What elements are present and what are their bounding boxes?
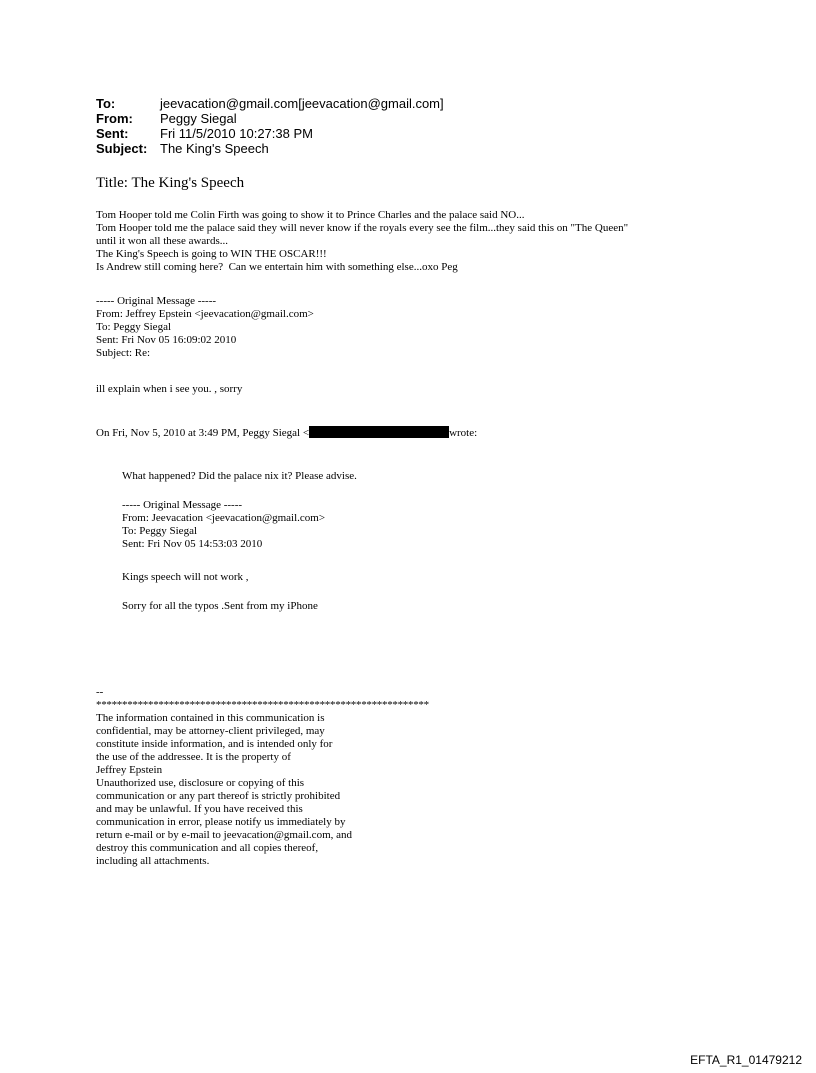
original-sent: Sent: Fri Nov 05 16:09:02 2010 [96,334,237,346]
disclaimer-line: communication or any part thereof is strictly prohibited [96,790,341,802]
quoted-original-message [122,499,325,551]
document-id-footer: EFTA_R1_01479212 [690,1053,802,1067]
quoted-question: What happened? Did the palace nix it? Please advise. [122,470,357,482]
body-line: Tom Hooper told me the palace said they will never know if the royals every see the film...they said this on "The Queen" [96,222,629,234]
original-message-1 [96,295,314,360]
subject-label: Subject: [96,141,148,156]
quoted-signature: Sorry for all the typos .Sent from my iPhone [122,600,318,612]
disclaimer-line: Jeffrey Epstein [96,764,163,776]
disclaimer-line: and may be unlawful. If you have received this [96,803,303,815]
quoted-body: Kings speech will not work , [122,571,249,583]
original-divider: ----- Original Message ----- [96,295,217,307]
quoted-divider: ----- Original Message ----- [122,499,243,511]
wrote-suffix: wrote: [449,427,478,439]
disclaimer-line: Unauthorized use, disclosure or copying of this [96,777,305,789]
disclaimer-line: return e-mail or by e-mail to jeevacation@gmail.com, and [96,829,353,841]
from-label: From: [96,111,133,126]
disclaimer-line: the use of the addressee. It is the property of [96,751,291,763]
original-body: ill explain when i see you. , sorry [96,383,243,395]
wrote-prefix: On Fri, Nov 5, 2010 at 3:49 PM, Peggy Siegal < [96,427,310,439]
body-line: The King's Speech is going to WIN THE OSCAR!!! [96,248,327,260]
document-title: Title: The King's Speech [96,175,245,191]
disclaimer [96,686,429,868]
header-to-row [96,96,444,111]
disclaimer-dashes: -- [96,686,104,698]
disclaimer-line: communication in error, please notify us immediately by [96,816,346,828]
header-subject-row [96,141,444,156]
original-to: To: Peggy Siegal [96,321,172,333]
body-line: until it won all these awards... [96,235,228,247]
message-body [96,209,628,274]
disclaimer-line: including all attachments. [96,855,210,867]
body-line: Is Andrew still coming here? Can we entertain him with something else...oxo Peg [96,261,458,273]
disclaimer-line: constitute inside information, and is intended only for [96,738,333,750]
header-sent-row [96,126,444,141]
quoted-to: To: Peggy Siegal [122,525,198,537]
body-line: Tom Hooper told me Colin Firth was going to show it to Prince Charles and the palace said NO... [96,209,525,221]
quoted-sent: Sent: Fri Nov 05 14:53:03 2010 [122,538,263,550]
from-value: Peggy Siegal [160,111,237,126]
disclaimer-line: confidential, may be attorney-client privileged, may [96,725,325,737]
subject-value: The King's Speech [160,141,269,156]
sent-label: Sent: [96,126,129,141]
disclaimer-line: destroy this communication and all copies thereof, [96,842,319,854]
to-value: jeevacation@gmail.com[jeevacation@gmail.com] [160,96,444,111]
quoted-from: From: Jeevacation <jeevacation@gmail.com> [122,512,326,524]
to-label: To: [96,96,116,111]
disclaimer-stars: **************************************************************** [96,699,429,711]
original-subject: Subject: Re: [96,347,151,359]
sent-value: Fri 11/5/2010 10:27:38 PM [160,126,313,141]
header-from-row [96,111,444,126]
redaction-box [309,426,449,438]
original-from: From: Jeffrey Epstein <jeevacation@gmail.com> [96,308,314,320]
disclaimer-line: The information contained in this communication is [96,712,325,724]
email-header [96,96,444,156]
wrote-line [96,426,477,440]
